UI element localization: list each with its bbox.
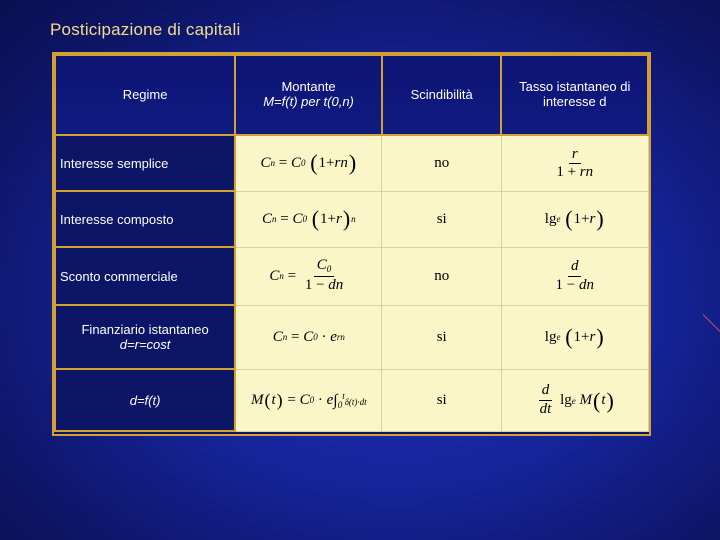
row-regime-text: d=f(t)	[129, 392, 161, 408]
table-row	[55, 191, 648, 247]
formula-tasso-sconto: $\frac{d}{1 - dn}$	[501, 247, 648, 305]
table-row	[55, 305, 648, 369]
formula-tasso-semplice: $\frac{r}{1 + rn}$	[501, 135, 648, 191]
table-row	[55, 369, 648, 431]
row-scindibilita: si	[382, 191, 502, 247]
row-regime-line2: d=r=cost	[119, 337, 171, 352]
row-regime: Sconto commerciale	[55, 247, 235, 305]
slide-title: Posticipazione di capitali	[50, 20, 241, 39]
row-regime	[55, 305, 235, 369]
formula-tasso-istantaneo: lg e ( 1 + r )	[501, 305, 648, 369]
table-row	[55, 135, 648, 191]
table-row	[55, 247, 648, 305]
row-scindibilita: si	[382, 305, 502, 369]
formula-montante-sconto: C n = $\frac{C_0}{1 - dn}$	[235, 247, 382, 305]
header-tasso-line1: Tasso istantaneo di	[519, 79, 631, 95]
formula-tasso-variabile: $\frac{d}{dt}$ lg e M ( t )	[501, 369, 648, 431]
header-row	[55, 55, 648, 135]
row-scindibilita: no	[382, 135, 502, 191]
header-montante-line2: M=f(t) per t(0,n)	[263, 94, 354, 109]
formula-tasso-composto: lg e ( 1 + r )	[501, 191, 648, 247]
row-regime-line1: Finanziario istantaneo	[81, 322, 209, 337]
comparison-table	[54, 54, 649, 432]
row-regime	[55, 369, 235, 431]
decorative-line	[703, 314, 720, 333]
row-regime: Interesse composto	[55, 191, 235, 247]
header-montante	[235, 55, 382, 135]
row-scindibilita: no	[382, 247, 502, 305]
row-regime: Interesse semplice	[55, 135, 235, 191]
formula-montante-variabile: M ( t ) = C 0 · e $\int_0^t\delta(t)\cdot dt$	[235, 369, 382, 431]
header-tasso	[501, 55, 648, 135]
row-scindibilita: si	[382, 369, 502, 431]
formula-montante-istantaneo: C n = C 0 · e rn	[235, 305, 382, 369]
header-montante-line1: Montante	[281, 79, 336, 95]
regimes-table	[52, 52, 651, 436]
formula-montante-semplice: C n = C 0 ( 1 + rn )	[235, 135, 382, 191]
header-regime: Regime	[55, 55, 235, 135]
header-tasso-line2: interesse d	[542, 94, 607, 109]
header-scindibilita: Scindibilità	[382, 55, 502, 135]
formula-montante-composto: C n = C 0 ( 1 + r ) n	[235, 191, 382, 247]
